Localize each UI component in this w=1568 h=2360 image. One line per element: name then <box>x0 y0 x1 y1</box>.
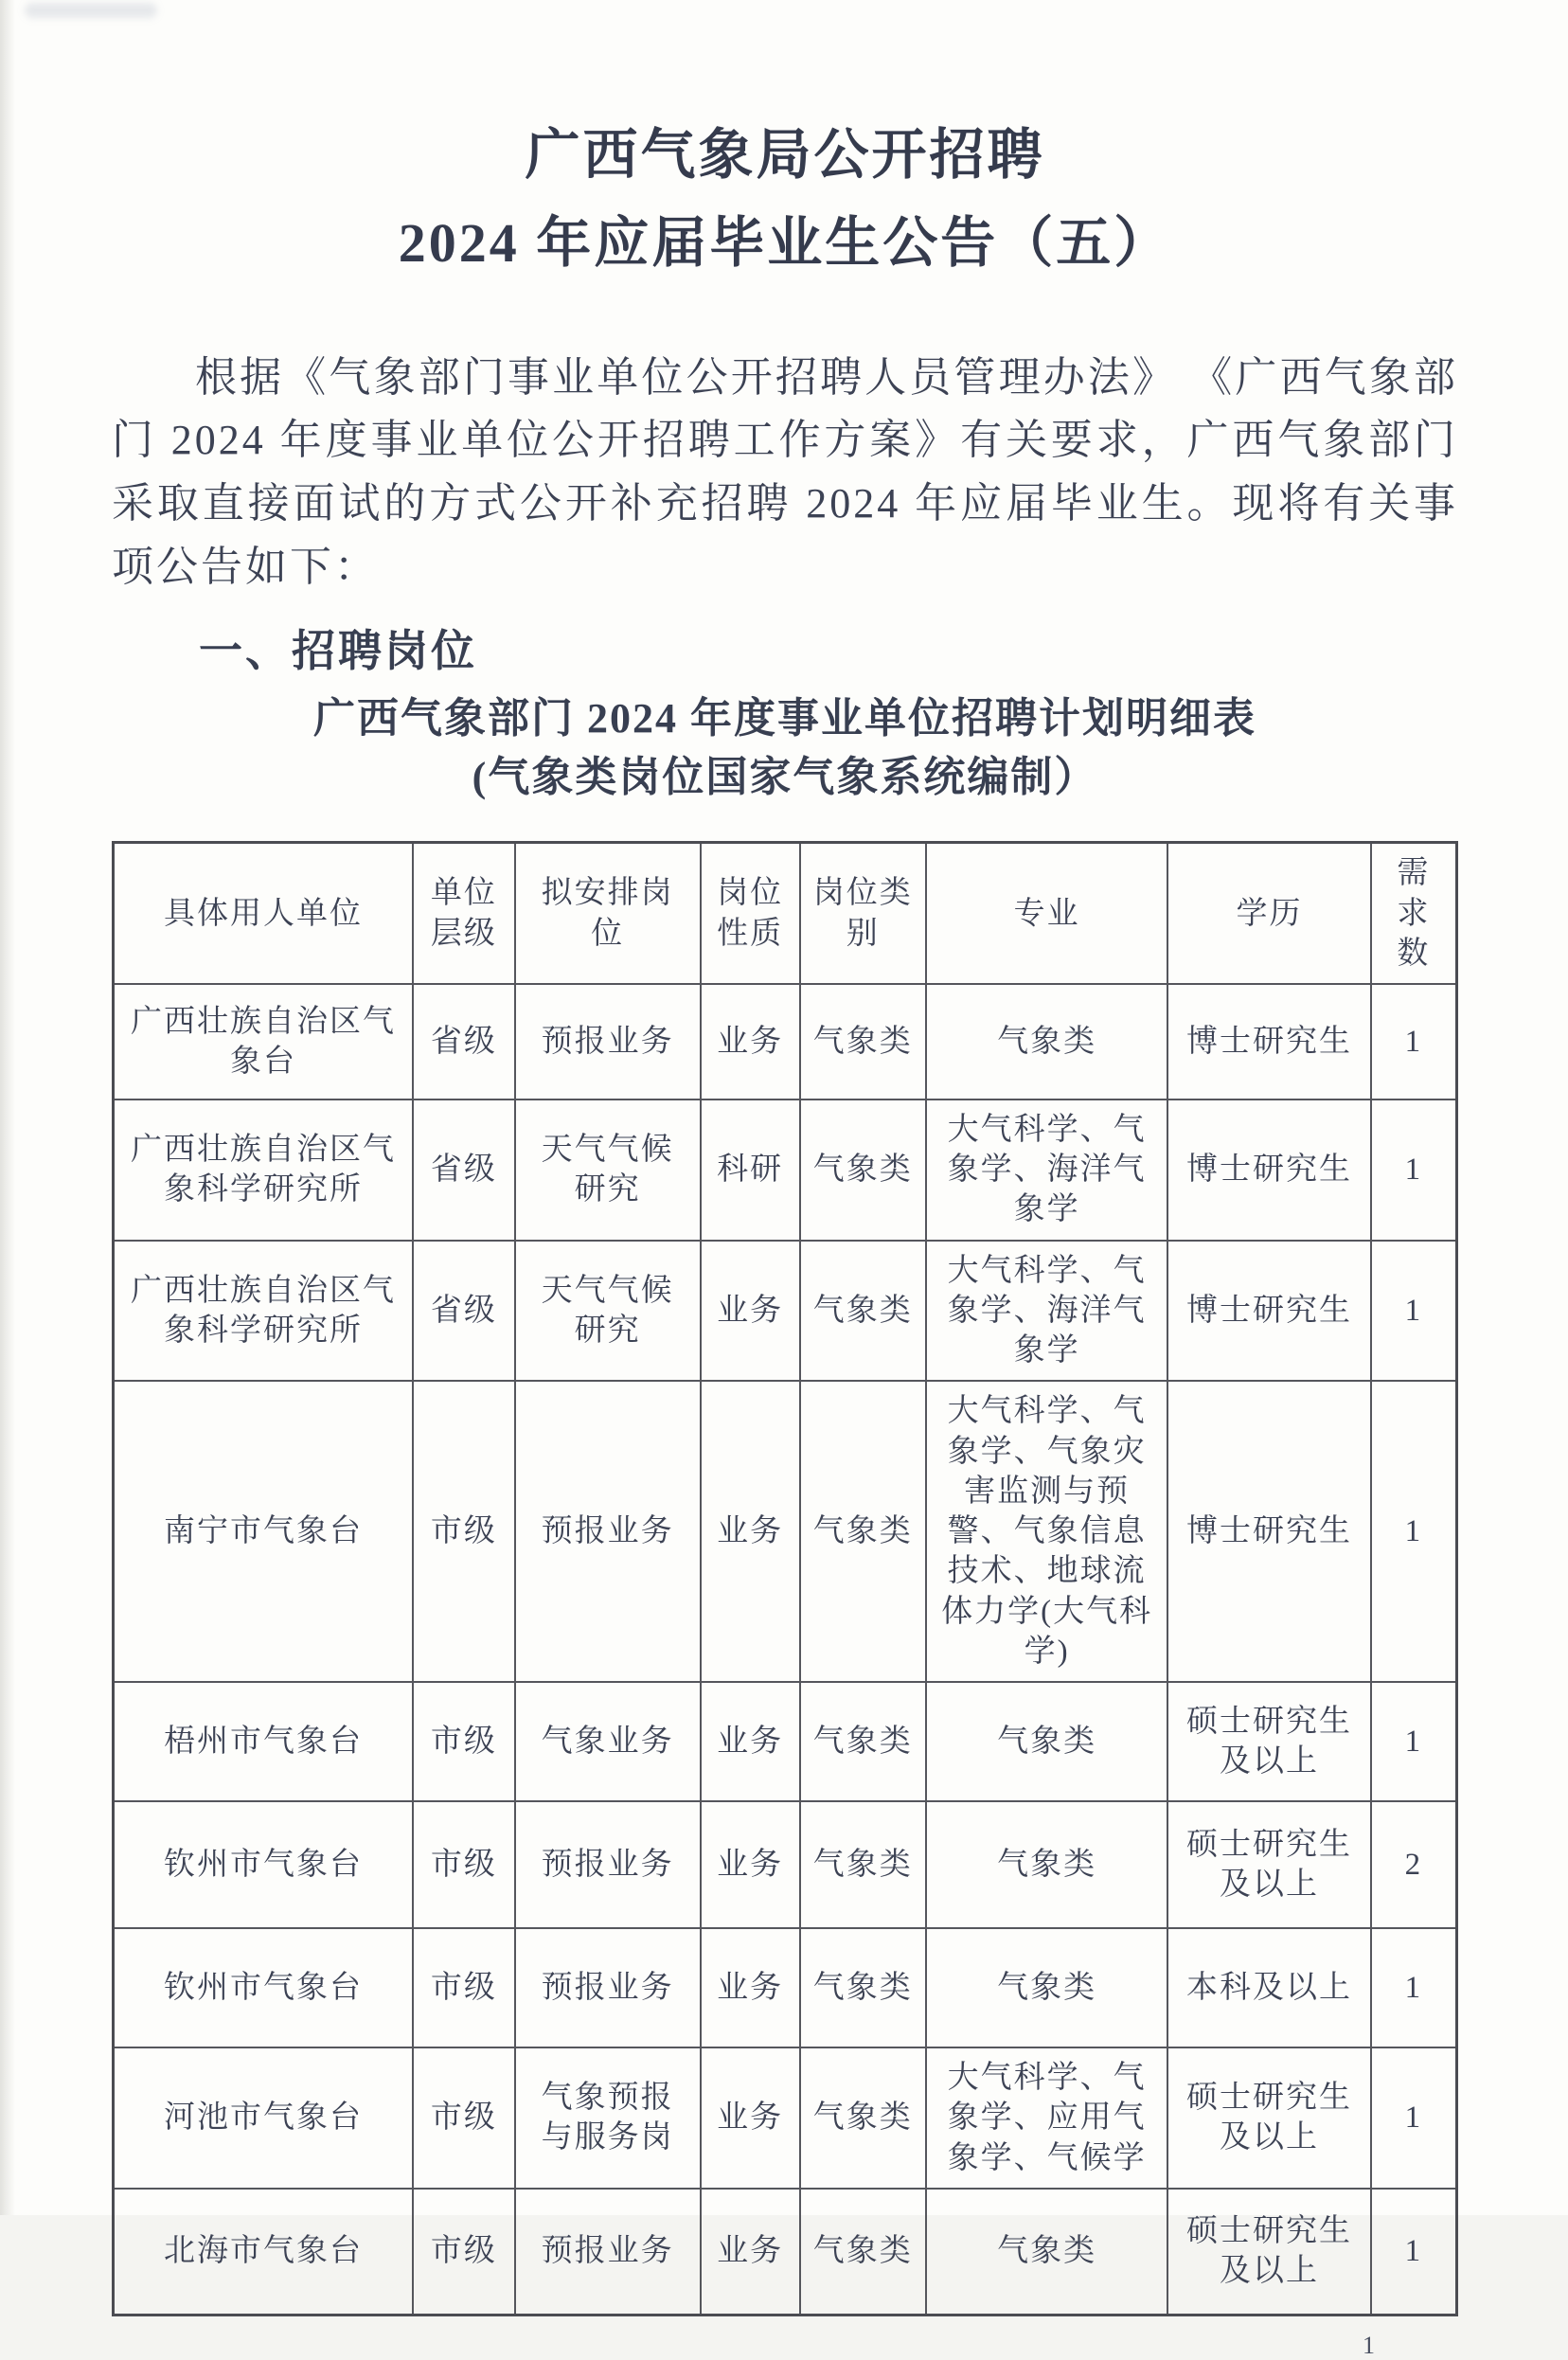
table-row <box>114 1241 1457 1382</box>
cell-nature: 业务 <box>701 1241 800 1382</box>
cell-category: 气象类 <box>800 1928 926 2047</box>
cell-education: 博士研究生 <box>1167 1100 1370 1241</box>
cell-position: 预报业务 <box>515 1381 701 1682</box>
cell-count: 1 <box>1371 1928 1457 2047</box>
cell-nature: 业务 <box>701 1381 800 1682</box>
header-cell-level: 单位层级 <box>413 843 515 984</box>
cell-nature: 业务 <box>701 1928 800 2047</box>
cell-position: 天气气候研究 <box>515 1241 701 1382</box>
table-row <box>114 1381 1457 1682</box>
header-cell-position: 拟安排岗位 <box>515 843 701 984</box>
header-cell-category: 岗位类别 <box>800 843 926 984</box>
cell-level: 市级 <box>413 1682 515 1801</box>
cell-category: 气象类 <box>800 1801 926 1928</box>
table-title: 广西气象部门 2024 年度事业单位招聘计划明细表 <box>313 695 1256 742</box>
table-header-row <box>114 843 1457 984</box>
document-title <box>112 112 1458 288</box>
cell-employer: 梧州市气象台 <box>114 1682 413 1801</box>
page-number: 1 <box>1363 2332 1375 2360</box>
cell-education: 硕士研究生及以上 <box>1167 1801 1370 1928</box>
cell-count: 1 <box>1371 1682 1457 1801</box>
cell-major: 气象类 <box>926 1682 1167 1801</box>
cell-level: 省级 <box>413 1241 515 1382</box>
cell-employer: 钦州市气象台 <box>114 1801 413 1928</box>
cell-education: 硕士研究生及以上 <box>1167 2189 1370 2315</box>
cell-position: 预报业务 <box>515 2189 701 2315</box>
cell-employer: 河池市气象台 <box>114 2047 413 2189</box>
cell-count: 1 <box>1371 1241 1457 1382</box>
section-heading-recruitment-posts: 一、招聘岗位 <box>199 627 477 676</box>
cell-employer: 广西壮族自治区气象科学研究所 <box>114 1241 413 1382</box>
cell-category: 气象类 <box>800 1381 926 1682</box>
cell-position: 预报业务 <box>515 1928 701 2047</box>
table-row <box>114 2047 1457 2189</box>
cell-level: 市级 <box>413 1381 515 1682</box>
header-cell-major: 专业 <box>926 843 1167 984</box>
cell-category: 气象类 <box>800 1241 926 1382</box>
header-cell-education: 学历 <box>1167 843 1370 984</box>
cell-education: 博士研究生 <box>1167 984 1370 1100</box>
cell-category: 气象类 <box>800 2189 926 2315</box>
cell-count: 1 <box>1371 984 1457 1100</box>
cell-level: 省级 <box>413 1100 515 1241</box>
cell-major: 大气科学、气象学、海洋气象学 <box>926 1241 1167 1382</box>
cell-count: 1 <box>1371 2047 1457 2189</box>
table-row <box>114 1100 1457 1241</box>
table-row <box>114 1682 1457 1801</box>
header-cell-count: 需求数 <box>1371 843 1457 984</box>
cell-education: 本科及以上 <box>1167 1928 1370 2047</box>
cell-level: 市级 <box>413 2047 515 2189</box>
table-row <box>114 1801 1457 1928</box>
cell-level: 市级 <box>413 2189 515 2315</box>
cell-category: 气象类 <box>800 1682 926 1801</box>
table-row <box>114 984 1457 1100</box>
cell-position: 预报业务 <box>515 1801 701 1928</box>
cell-employer: 钦州市气象台 <box>114 1928 413 2047</box>
header-cell-employer: 具体用人单位 <box>114 843 413 984</box>
cell-nature: 业务 <box>701 1682 800 1801</box>
cell-nature: 业务 <box>701 984 800 1100</box>
table-row <box>114 1928 1457 2047</box>
cell-nature: 业务 <box>701 1801 800 1928</box>
cell-position: 气象预报与服务岗 <box>515 2047 701 2189</box>
cell-level: 省级 <box>413 984 515 1100</box>
cell-nature: 业务 <box>701 2047 800 2189</box>
cell-major: 大气科学、气象学、海洋气象学 <box>926 1100 1167 1241</box>
cell-major: 气象类 <box>926 2189 1167 2315</box>
cell-major: 大气科学、气象学、应用气象学、气候学 <box>926 2047 1167 2189</box>
cell-major: 气象类 <box>926 1801 1167 1928</box>
cell-education: 博士研究生 <box>1167 1381 1370 1682</box>
cell-nature: 业务 <box>701 2189 800 2315</box>
table-row <box>114 2189 1457 2315</box>
cell-education: 硕士研究生及以上 <box>1167 2047 1370 2189</box>
cell-position: 预报业务 <box>515 984 701 1100</box>
cell-category: 气象类 <box>800 2047 926 2189</box>
header-cell-nature: 岗位性质 <box>701 843 800 984</box>
cell-category: 气象类 <box>800 984 926 1100</box>
cell-major: 气象类 <box>926 1928 1167 2047</box>
cell-count: 1 <box>1371 1100 1457 1241</box>
document-title-line1: 广西气象局公开招聘 <box>525 124 1045 186</box>
table-subtitle: (气象类岗位国家气象系统编制） <box>472 753 1098 800</box>
cell-education: 硕士研究生及以上 <box>1167 1682 1370 1801</box>
cell-employer: 广西壮族自治区气象科学研究所 <box>114 1100 413 1241</box>
intro-paragraph: 根据《气象部门事业单位公开招聘人员管理办法》 《广西气象部门 2024 年度事业单位公开招聘工作方案》有关要求，广西气象部门采取直接面试的方式公开补充招聘 2024 年应届毕业生。现将有关事项公告如下： <box>112 353 1458 591</box>
cell-employer: 南宁市气象台 <box>114 1381 413 1682</box>
cell-count: 1 <box>1371 1381 1457 1682</box>
cell-major: 大气科学、气象学、气象灾害监测与预警、气象信息技术、地球流体力学(大气科学) <box>926 1381 1167 1682</box>
cell-employer: 广西壮族自治区气象台 <box>114 984 413 1100</box>
cell-level: 市级 <box>413 1928 515 2047</box>
cell-category: 气象类 <box>800 1100 926 1241</box>
cell-employer: 北海市气象台 <box>114 2189 413 2315</box>
cell-major: 气象类 <box>926 984 1167 1100</box>
cell-count: 2 <box>1371 1801 1457 1928</box>
cell-position: 天气气候研究 <box>515 1100 701 1241</box>
cell-level: 市级 <box>413 1801 515 1928</box>
recruitment-plan-table <box>112 841 1458 2316</box>
document-title-line2: 2024 年应届毕业生公告（五） <box>398 211 1172 274</box>
cell-count: 1 <box>1371 2189 1457 2315</box>
cell-education: 博士研究生 <box>1167 1241 1370 1382</box>
cell-nature: 科研 <box>701 1100 800 1241</box>
cell-position: 气象业务 <box>515 1682 701 1801</box>
